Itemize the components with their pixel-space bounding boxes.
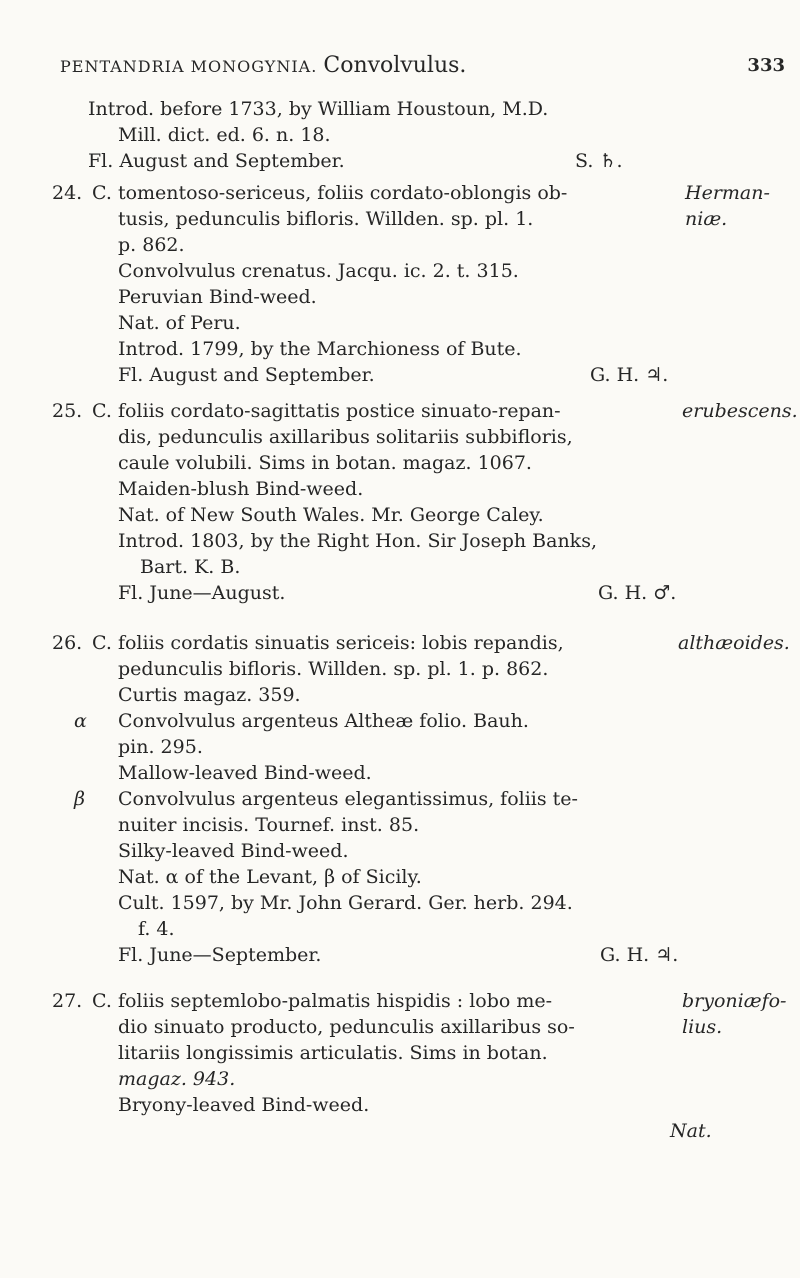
- species-entry-27: [30, 988, 787, 1144]
- text-line: C. tomentoso-sericeus, foliis cordato-oblongis ob-: [92, 182, 568, 204]
- text-line: Introd. 1799, by the Marchioness of Bute.: [118, 338, 522, 360]
- text-line: Fl. June—August.: [118, 582, 286, 604]
- text-line: Silky-leaved Bind-weed.: [118, 840, 349, 862]
- text-line: Fl. August and September.: [88, 150, 345, 172]
- text-line: litariis longissimis articulatis. Sims in botan.: [118, 1042, 548, 1064]
- entry-continuation: [30, 96, 770, 174]
- text-line: Bart. K. B.: [140, 556, 241, 578]
- text-line: C. foliis cordatis sinuatis sericeis: lobis repandis,: [92, 632, 564, 654]
- text-line: Convolvulus crenatus. Jacqu. ic. 2. t. 315.: [118, 260, 519, 282]
- species-number: 24.: [52, 182, 83, 204]
- page-number: 333: [747, 55, 785, 76]
- header-genus: Convolvulus.: [323, 53, 467, 78]
- text-line: pedunculis bifloris. Willden. sp. pl. 1. p. 862.: [118, 658, 549, 680]
- species-number: 27.: [52, 990, 83, 1012]
- text-line: Nat. of New South Wales. Mr. George Caley.: [118, 504, 544, 526]
- habitat-note: S. ♄.: [575, 150, 623, 172]
- species-entry-25: [30, 398, 798, 606]
- species-epithet: erubescens.: [682, 400, 798, 422]
- text-line: Nat. α of the Levant, β of Sicily.: [118, 866, 422, 888]
- species-number: 26.: [52, 632, 83, 654]
- text-line: dis, pedunculis axillaribus solitariis subbifloris,: [118, 426, 573, 448]
- text-line: Bryony-leaved Bind-weed.: [118, 1094, 370, 1116]
- text-line: magaz. 943.: [118, 1068, 236, 1090]
- habitat-note: G. H. ♂.: [598, 582, 677, 604]
- text-line: Nat. of Peru.: [118, 312, 241, 334]
- text-line: f. 4.: [138, 918, 175, 940]
- habitat-note: G. H. ♃.: [590, 364, 669, 386]
- text-line: Convolvulus argenteus elegantissimus, foliis te-: [118, 788, 578, 810]
- text-line: Introd. 1803, by the Right Hon. Sir Joseph Banks,: [118, 530, 597, 552]
- text-line: Cult. 1597, by Mr. John Gerard. Ger. herb. 294.: [118, 892, 573, 914]
- species-epithet: lius.: [682, 1016, 723, 1038]
- text-line: Introd. before 1733, by William Houstoun, M.D.: [88, 98, 549, 120]
- text-line: Mill. dict. ed. 6. n. 18.: [118, 124, 331, 146]
- species-epithet: althæoides.: [678, 632, 790, 654]
- text-line: Fl. June—September.: [118, 944, 322, 966]
- text-line: Curtis magaz. 359.: [118, 684, 301, 706]
- species-entry-24: [30, 180, 770, 388]
- text-line: Peruvian Bind-weed.: [118, 286, 317, 308]
- variety-alpha-mark: α: [74, 710, 87, 732]
- text-line: Fl. August and September.: [118, 364, 375, 386]
- text-line: caule volubili. Sims in botan. magaz. 1067.: [118, 452, 532, 474]
- habitat-note: G. H. ♃.: [600, 944, 679, 966]
- species-number: 25.: [52, 400, 83, 422]
- species-epithet: niæ.: [685, 208, 728, 230]
- text-line: p. 862.: [118, 234, 185, 256]
- text-line: dio sinuato producto, pedunculis axillaribus so-: [118, 1016, 575, 1038]
- running-header: [60, 50, 785, 82]
- text-line: nuiter incisis. Tournef. inst. 85.: [118, 814, 420, 836]
- text-line: Mallow-leaved Bind-weed.: [118, 762, 372, 784]
- catchword: Nat.: [670, 1120, 712, 1142]
- text-line: pin. 295.: [118, 736, 203, 758]
- text-line: C. foliis septemlobo-palmatis hispidis : lobo me-: [92, 990, 553, 1012]
- variety-beta-mark: β: [74, 788, 85, 810]
- species-epithet: Herman-: [685, 182, 770, 204]
- text-line: tusis, pedunculis bifloris. Willden. sp. pl. 1.: [118, 208, 534, 230]
- text-line: Maiden-blush Bind-weed.: [118, 478, 364, 500]
- header-class-order: PENTANDRIA MONOGYNIA. Convolvulus.: [60, 53, 467, 78]
- species-epithet: bryoniæfo-: [682, 990, 787, 1012]
- text-line: Convolvulus argenteus Altheæ folio. Bauh.: [118, 710, 529, 732]
- text-line: C. foliis cordato-sagittatis postice sinuato-repan-: [92, 400, 561, 422]
- species-entry-26: [30, 630, 790, 968]
